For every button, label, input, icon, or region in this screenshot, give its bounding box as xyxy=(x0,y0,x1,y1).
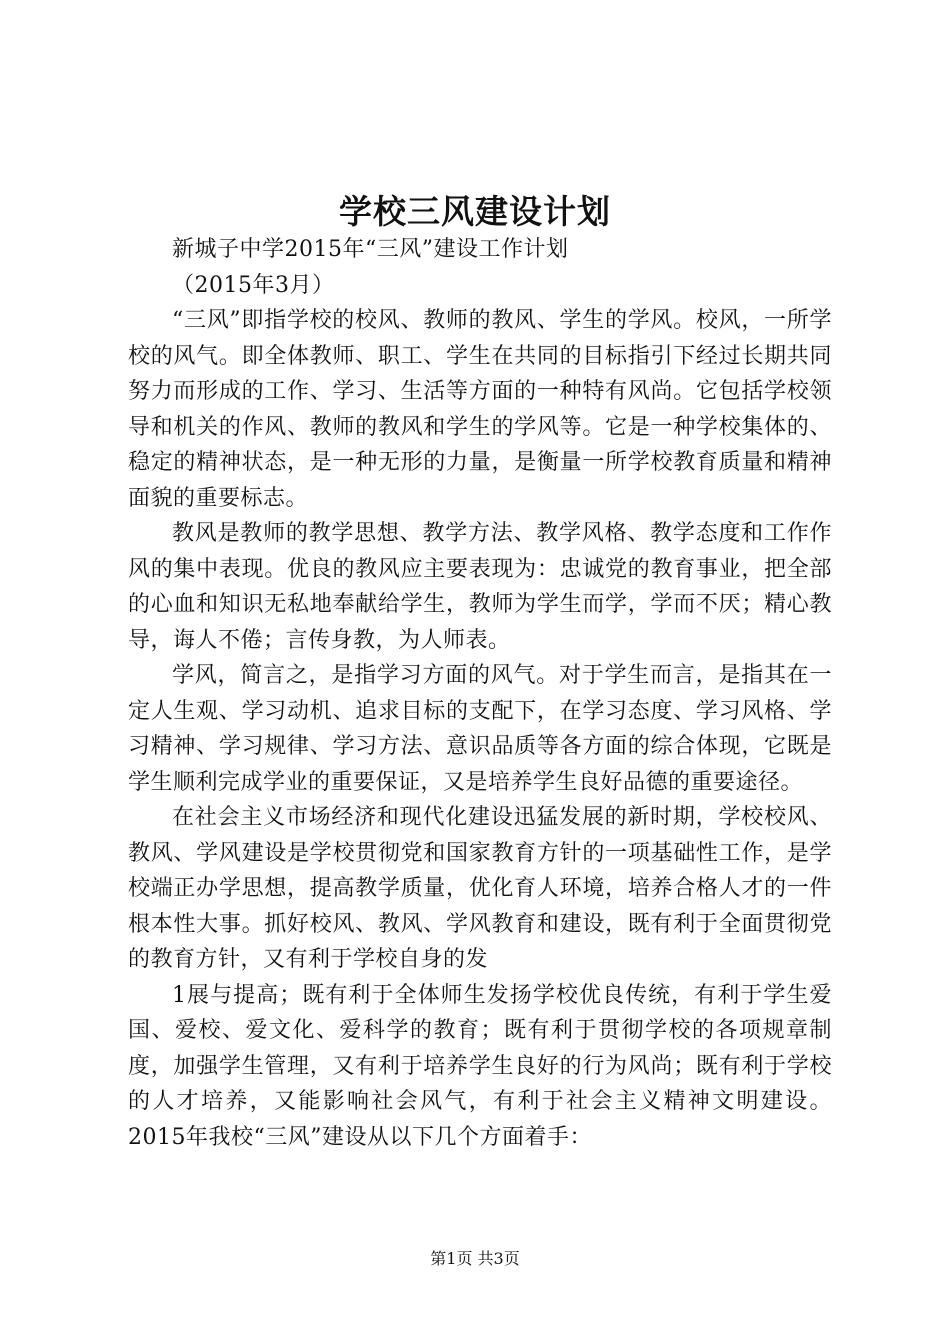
paragraph-teaching-style: 教风是教师的教学思想、教学方法、教学风格、教学态度和工作作风的集中表现。优良的教风应主要表现为：忠诚党的教育事业，把全部的心血和知识无私地奉献给学生，教师为学生而学，学而不厌；精心教导，诲人不倦；言传身教，为人师表。 xyxy=(128,521,832,653)
document-subtitle: 新城子中学2015年“三风”建设工作计划 xyxy=(172,237,569,262)
paragraph-benefits: 1展与提高；既有利于全体师生发扬学校优良传统，有利于学生爱国、爱校、爱文化、爱科学的教育；既有利于贯彻学校的各项规章制度，加强学生管理，又有利于培养学生良好的行为风尚；既有利于学校的人才培养，又能影响社会风气，有利于社会主义精神文明建设。2015年我校“三风”建设从以下几个方面着手： xyxy=(128,982,832,1150)
paragraph-new-era: 在社会主义市场经济和现代化建设迅猛发展的新时期，学校校风、教风、学风建设是学校贯彻党和国家教育方针的一项基础性工作，是学校端正办学思想，提高教学质量，优化育人环境，培养合格人才的一件根本性大事。抓好校风、教风、学风教育和建设，既有利于全面贯彻党的教育方针，又有利于学校自身的发 xyxy=(128,805,832,972)
paragraph-learning-style: 学风，简言之，是指学习方面的风气。对于学生而言，是指其在一定人生观、学习动机、追求目标的支配下，在学习态度、学习风格、学习精神、学习规律、学习方法、意识品质等各方面的综合体现，它既是学生顺利完成学业的重要保证，又是培养学生良好品德的重要途径。 xyxy=(128,663,832,795)
document-body xyxy=(128,232,832,1155)
paragraph-three-styles: “三风”即指学校的校风、教师的教风、学生的学风。校风，一所学校的风气。即全体教师、职工、学生在共同的目标指引下经过长期共同努力而形成的工作、学习、生活等方面的一种特有风尚。它包括学校领导和机关的作风、教师的教风和学生的学风等。它是一种学校集体的、稳定的精神状态，是一种无形的力量，是衡量一所学校教育质量和精神面貌的重要标志。 xyxy=(128,308,832,511)
page-indicator: 第1页 共3页 xyxy=(430,1249,520,1268)
document-date-line: （2015年3月） xyxy=(172,272,335,298)
document-title: 学校三风建设计划 xyxy=(339,192,611,231)
